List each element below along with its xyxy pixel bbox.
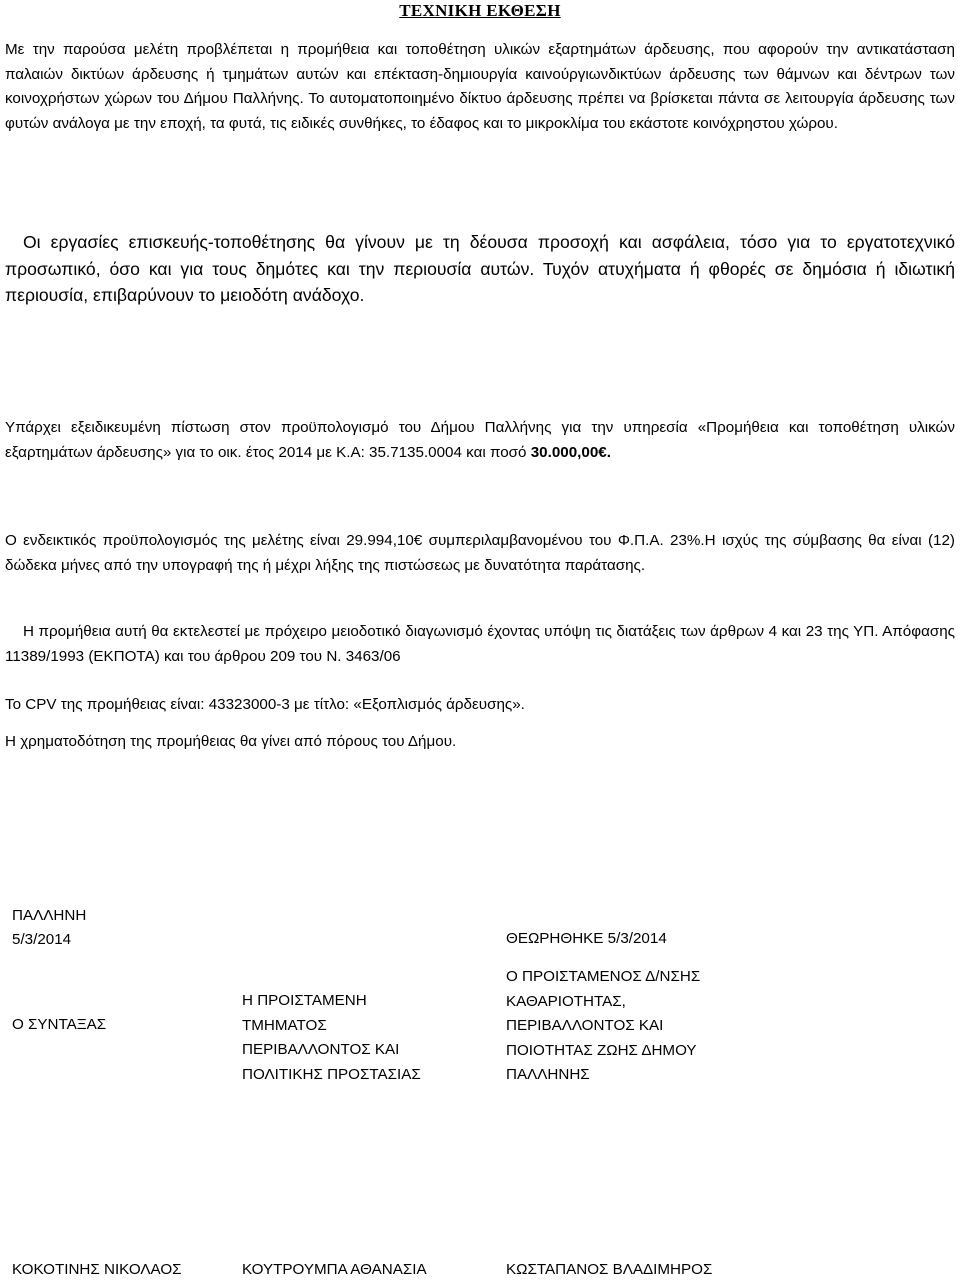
paragraph-funding: Η χρηματοδότηση της προμήθειας θα γίνει από πόρους του Δήμου. — [5, 733, 457, 750]
signature-seen: ΘΕΩΡΗΘΗΚΕ 5/3/2014 — [506, 930, 667, 947]
document-title: ΤΕΧΝΙΚΗ ΕΚΘΕΣΗ — [399, 1, 561, 20]
paragraph-budget: Ο ενδεικτικός προϋπολογισμός της μελέτης είναι 29.994,10€ συμπεριλαμβανομένου του Φ.Π.Α. 23%.Η ισχύς της σύμβασης θα είναι (12) δώδεκα μήνες από την υπογραφή της ή μέχρι λήξης της πιστώσεως με δυνατότητα παράτασης. — [5, 532, 955, 574]
paragraph-procedure: Η προμήθεια αυτή θα εκτελεστεί με πρόχειρο μειοδοτικό διαγωνισμό έχοντας υπόψη τις διατάξεις των άρθρων 4 και 23 της ΥΠ. Απόφασης 11389/1993 (ΕΚΠΟΤΑ) και του άρθρου 209 του Ν. 3463/06 — [5, 623, 955, 665]
credit-text: Υπάρχει εξειδικευμένη πίστωση στον προϋπολογισμό του Δήμου Παλλήνης για την υπηρεσία «Προμήθεια και τοποθέτηση υλικών εξαρτημάτων άρδευσης» για το οικ. έτος 2014 με Κ.Α: 35.7135.0004 και ποσό — [5, 419, 955, 461]
signature-col3-role — [506, 965, 700, 1088]
signature-col2-line: ΠΕΡΙΒΑΛΛΟΝΤΟΣ ΚΑΙ — [242, 1041, 400, 1058]
signature-col3-line: ΠΕΡΙΒΑΛΛΟΝΤΟΣ ΚΑΙ — [506, 1017, 664, 1034]
signature-col3-line: ΠΑΛΛΗΝΗΣ — [506, 1066, 590, 1083]
signature-date: 5/3/2014 — [12, 931, 72, 948]
signature-col1-role: Ο ΣΥΝΤΑΞΑΣ — [12, 1016, 107, 1033]
credit-amount: 30.000,00€. — [530, 443, 611, 461]
signature-col2-role — [242, 989, 421, 1087]
signature-col1-name: ΚΟΚΟΤΙΝΗΣ ΝΙΚΟΛΑΟΣ — [12, 1261, 182, 1278]
signature-col2-line: ΠΟΛΙΤΙΚΗΣ ΠΡΟΣΤΑΣΙΑΣ — [242, 1065, 421, 1083]
signature-col3-line: ΠΟΙΟΤΗΤΑΣ ΖΩΗΣ ΔΗΜΟΥ — [506, 1041, 697, 1059]
paragraph-safety: Οι εργασίες επισκευής-τοποθέτησης θα γίνουν με τη δέουσα προσοχή και ασφάλεια, τόσο για το εργατοτεχνικό προσωπικό, όσο και για τους δημότες και την περιουσία αυτών. Τυχόν ατυχήματα ή φθορές σε δημόσια ή ιδιωτική περιουσία, επιβαρύνουν το μειοδότη ανάδοχο. — [5, 232, 955, 305]
signature-place: ΠΑΛΛΗΝΗ — [12, 907, 87, 924]
paragraph-scope: Με την παρούσα μελέτη προβλέπεται η προμήθεια και τοποθέτηση υλικών εξαρτημάτων άρδευσης, που αφορούν την αντικατάσταση παλαιών δικτύων άρδευσης ή τμημάτων αυτών και επέκταση-δημιουργία καινούργιωνδικτύων άρδευσης των θάμνων και δέντρων των κοινοχρήστων χώρων του Δήμου Παλλήνης. Το αυτοματοποιημένο δίκτυο άρδευσης πρέπει να βρίσκεται πάντα σε λειτουργία άρδευσης των φυτών ανάλογα με την εποχή, τα φυτά, τις ειδικές συνθήκες, το έδαφος και το μικροκλίμα του εκάστοτε κοινόχρηστου χώρου. — [5, 41, 955, 132]
paragraph-cpv: Το CPV της προμήθειας είναι: 43323000-3 με τίτλο: «Εξοπλισμός άρδευσης». — [5, 696, 525, 713]
signature-col3-line: ΚΑΘΑΡΙΟΤΗΤΑΣ, — [506, 992, 626, 1010]
signature-col2-line: ΤΜΗΜΑΤΟΣ — [242, 1016, 327, 1034]
signature-col3-name: ΚΩΣΤΑΠΑΝΟΣ ΒΛΑΔΙΜΗΡΟΣ — [506, 1261, 713, 1278]
signature-col3-line: Ο ΠΡΟΙΣΤΑΜΕΝΟΣ Δ/ΝΣΗΣ — [506, 968, 701, 985]
signature-col2-line: Η ΠΡΟΙΣΤΑΜΕΝΗ — [242, 992, 367, 1009]
paragraph-credit — [5, 416, 955, 465]
signature-col2-name: ΚΟΥΤΡΟΥΜΠΑ ΑΘΑΝΑΣΙΑ — [242, 1261, 427, 1278]
